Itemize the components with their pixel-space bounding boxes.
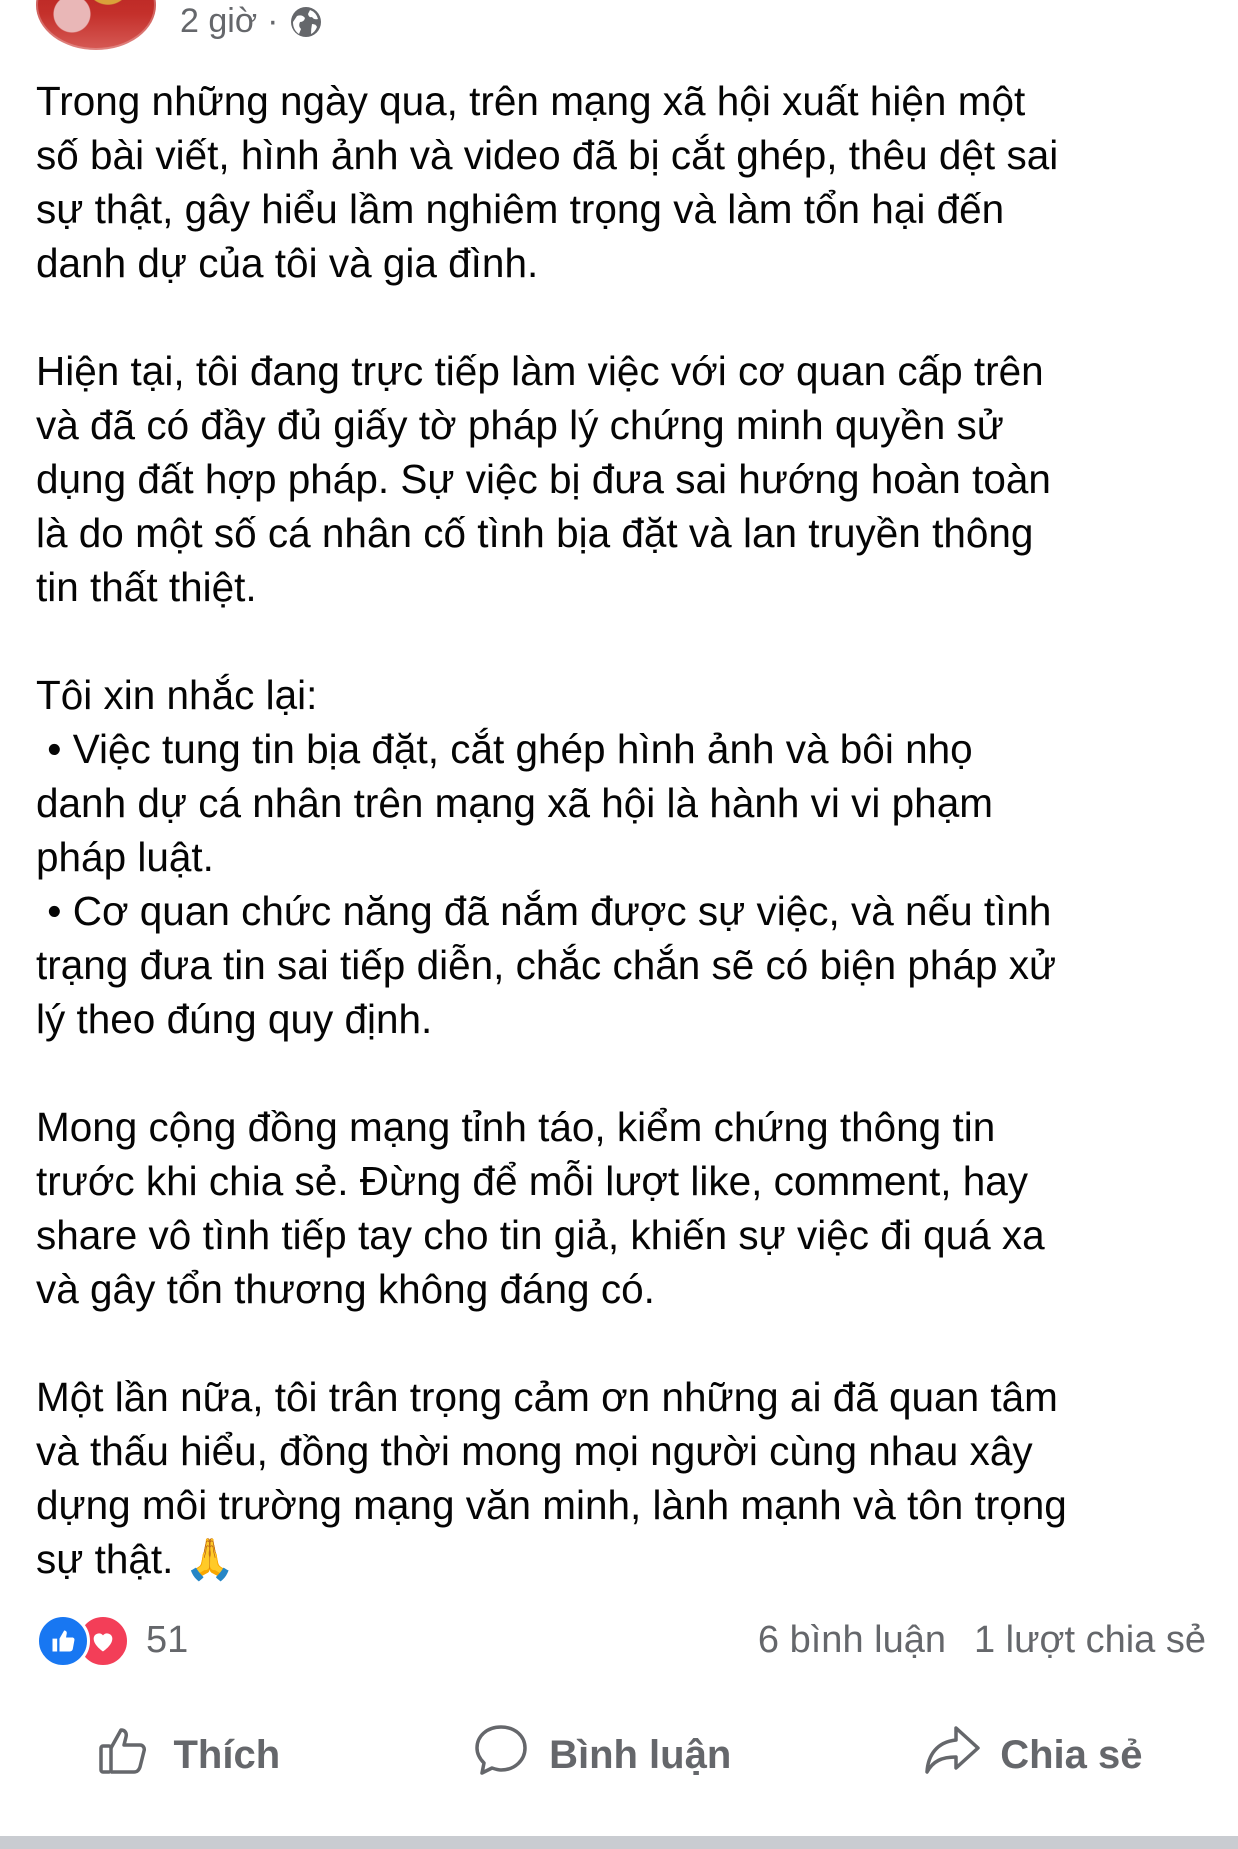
like-label: Thích	[173, 1732, 281, 1777]
post-paragraph	[36, 668, 1216, 1046]
comment-button[interactable]	[471, 1720, 731, 1790]
post-text-line: danh dự của tôi và gia đình.	[36, 240, 539, 286]
post-text-line: sự thật. 🙏	[36, 1536, 236, 1582]
post-text-line: và thấu hiểu, đồng thời mong mọi người cùng nhau xây	[36, 1428, 1033, 1474]
share-label: Chia sẻ	[1000, 1732, 1143, 1777]
post-text-line: Một lần nữa, tôi trân trọng cảm ơn những ai đã quan tâm	[36, 1374, 1058, 1420]
reactions-summary[interactable]	[36, 1614, 188, 1666]
post-text-line: Hiện tại, tôi đang trực tiếp làm việc với cơ quan cấp trên	[36, 348, 1044, 394]
share-count[interactable]: 1 lượt chia sẻ	[973, 1618, 1206, 1661]
stats-right	[758, 1619, 1206, 1662]
meta-separator: ·	[267, 2, 279, 40]
post-body	[36, 74, 1216, 1586]
thumbs-up-icon	[95, 1720, 155, 1790]
post-text-line: lý theo đúng quy định.	[36, 996, 433, 1042]
post-text-line: • Việc tung tin bịa đặt, cắt ghép hình ảnh và bôi nhọ	[36, 726, 973, 772]
post-text-line: trạng đưa tin sai tiếp diễn, chắc chắn sẽ có biện pháp xử	[36, 942, 1057, 988]
post-text-line: tin thất thiệt.	[36, 564, 257, 610]
post-text-line: và gây tổn thương không đáng có.	[36, 1266, 655, 1312]
action-bar	[0, 1700, 1238, 1810]
comment-count[interactable]: 6 bình luận	[757, 1618, 946, 1661]
engagement-stats	[36, 1612, 1206, 1668]
post-text-line: số bài viết, hình ảnh và video đã bị cắt ghép, thêu dệt sai	[36, 132, 1059, 178]
post-text-line: pháp luật.	[36, 834, 214, 880]
post-text-line: danh dự cá nhân trên mạng xã hội là hành vi vi phạm	[36, 780, 993, 826]
comment-label: Bình luận	[549, 1732, 732, 1777]
post-text-line: và đã có đầy đủ giấy tờ pháp lý chứng minh quyền sử	[36, 402, 1004, 448]
post-text-line: share vô tình tiếp tay cho tin giả, khiến sự việc đi quá xa	[36, 1212, 1045, 1258]
post-text-line: Mong cộng đồng mạng tỉnh táo, kiểm chứng thông tin	[36, 1104, 996, 1150]
globe-icon[interactable]	[288, 4, 324, 40]
post-text-line: dựng môi trường mạng văn minh, lành mạnh và tôn trọng	[36, 1482, 1067, 1528]
like-reaction-icon	[36, 1614, 90, 1668]
post-paragraph	[36, 344, 1216, 614]
post-text-line: là do một số cá nhân cố tình bịa đặt và lan truyền thông	[36, 510, 1034, 556]
post-text-line: sự thật, gây hiểu lầm nghiêm trọng và làm tổn hại đến	[36, 186, 1005, 232]
like-button[interactable]	[95, 1720, 280, 1790]
post-paragraph	[36, 1370, 1216, 1586]
share-arrow-icon	[922, 1720, 982, 1790]
post-paragraph	[36, 1100, 1216, 1316]
post-header	[0, 0, 1238, 60]
post-text-line: • Cơ quan chức năng đã nắm được sự việc, và nếu tình	[36, 888, 1052, 934]
reaction-count: 51	[146, 1618, 189, 1661]
post-paragraph	[36, 74, 1216, 290]
post-text-line: Tôi xin nhắc lại:	[36, 672, 318, 718]
post-text-line: trước khi chia sẻ. Đừng để mỗi lượt like, comment, hay	[36, 1158, 1029, 1204]
comment-bubble-icon	[471, 1720, 531, 1790]
share-button[interactable]	[922, 1720, 1142, 1790]
post-text-line: dụng đất hợp pháp. Sự việc bị đưa sai hướng hoàn toàn	[36, 456, 1051, 502]
feed-divider	[0, 1836, 1238, 1849]
post-time[interactable]: 2 giờ	[180, 2, 258, 40]
post-text-line: Trong những ngày qua, trên mạng xã hội xuất hiện một	[36, 78, 1026, 124]
reaction-icons	[36, 1614, 132, 1666]
post-meta	[180, 2, 324, 41]
avatar[interactable]	[36, 0, 156, 50]
